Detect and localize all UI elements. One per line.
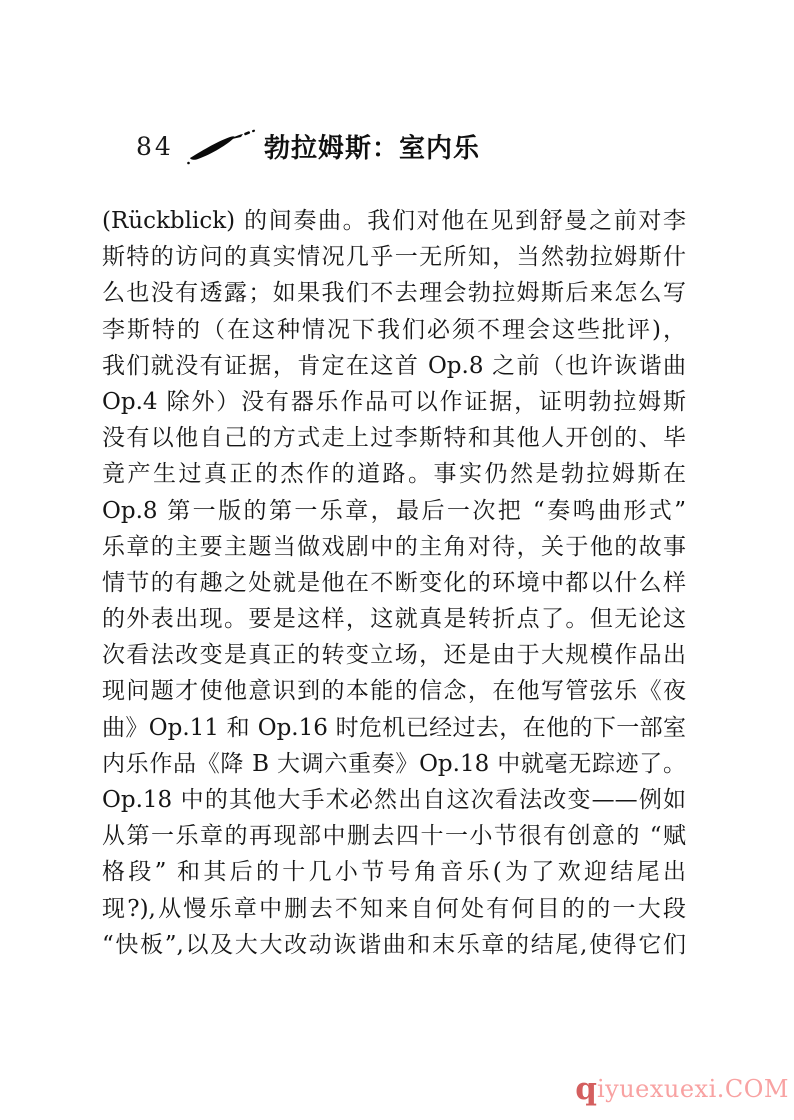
- body-text-line: 内乐作品《降 B 大调六重奏》Op.18 中就毫无踪迹了。: [102, 750, 686, 777]
- page-header: [0, 126, 794, 166]
- body-text-line: (Rückblick) 的间奏曲。我们对他在见到舒曼之前对李: [102, 208, 686, 234]
- body-text-line: 从第一乐章的再现部中删去四十一小节很有创意的 “赋: [102, 823, 686, 850]
- page-number: 84: [136, 132, 174, 161]
- body-text-line: 竟产生过真正的杰作的道路。事实仍然是勃拉姆斯在: [102, 461, 686, 488]
- body-text-line: Op.8 第一版的第一乐章，最后一次把 “奏鸣曲形式”: [102, 497, 686, 524]
- watermark-rest: iyuexuexi.COM: [596, 1075, 789, 1103]
- body-text-line: 现问题才使他意识到的本能的信念，在他写管弦乐《夜: [102, 678, 686, 705]
- body-text-line: 乐章的主要主题当做戏剧中的主角对待，关于他的故事: [102, 533, 686, 560]
- watermark: [575, 1071, 789, 1107]
- body-text-line: 没有以他自己的方式走上过李斯特和其他人开创的、毕: [102, 425, 686, 452]
- body-text: [102, 203, 686, 963]
- body-text-line: Op.4 除外）没有器乐作品可以作证据，证明勃拉姆斯: [102, 388, 686, 415]
- watermark-initial: q: [575, 1071, 597, 1107]
- body-text-line: 么也没有透露；如果我们不去理会勃拉姆斯后来怎么写: [102, 280, 686, 307]
- body-text-line: “快板”,以及大大改动诙谐曲和末乐章的结尾,使得它们: [102, 931, 686, 958]
- running-head-title: 勃拉姆斯：室内乐: [264, 133, 481, 165]
- body-text-line: 格段” 和其后的十几小节号角音乐(为了欢迎结尾出: [102, 859, 686, 886]
- body-text-line: 情节的有趣之处就是他在不断变化的环境中都以什么样: [102, 569, 686, 596]
- body-text-line: Op.18 中的其他大手术必然出自这次看法改变——例如: [102, 787, 686, 813]
- body-text-line: 我们就没有证据，肯定在这首 Op.8 之前（也许诙谐曲: [102, 352, 686, 379]
- body-text-line: 李斯特的（在这种情况下我们必须不理会这些批评)，: [102, 316, 686, 343]
- body-text-line: 现?),从慢乐章中删去不知来自何处有何目的的一大段: [102, 895, 686, 922]
- body-text-line: 斯特的访问的真实情况几乎一无所知，当然勃拉姆斯什: [102, 244, 686, 271]
- body-text-line: 次看法改变是真正的转变立场，还是由于大规模作品出: [102, 642, 686, 669]
- quill-icon: [186, 128, 258, 166]
- body-text-line: 的外表出现。要是这样，这就真是转折点了。但无论这: [102, 606, 686, 633]
- body-text-line: 曲》Op.11 和 Op.16 时危机已经过去，在他的下一部室: [102, 714, 686, 741]
